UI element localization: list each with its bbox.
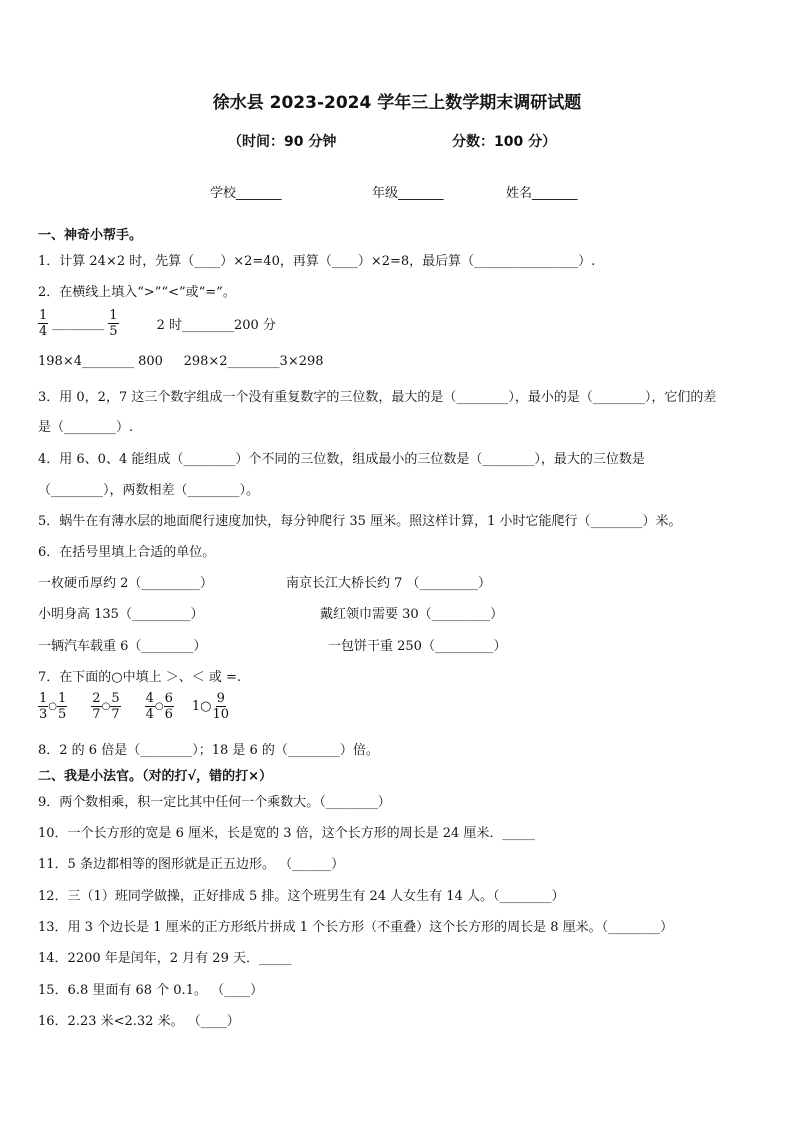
compare-pair-2: $\frac{2}{7}$ ○ $\frac{5}{7}$	[92, 691, 120, 722]
grade-field: 年级_______	[372, 186, 444, 201]
question-2-row2: 198×4________ 800 298×2________3×298	[38, 354, 324, 369]
question-13: 13．用 3 个边长是 1 厘米的正方形纸片拼成 1 个长方形（不重叠）这个长方形的周长是 8 厘米。（________）	[38, 920, 674, 935]
fraction-1-5: $\frac{1}{5}$	[109, 308, 118, 339]
unit-item-height: 小明身高 135（_________）	[38, 607, 204, 622]
question-3-line2: 是（________）.	[38, 420, 134, 435]
question-6: 6．在括号里填上合适的单位。	[38, 545, 216, 560]
school-field: 学校_______	[210, 186, 282, 201]
question-10: 10．一个长方形的宽是 6 厘米，长是宽的 3 倍，这个长方形的周长是 24 厘米．_____	[38, 826, 535, 841]
question-5: 5．蜗牛在有薄水层的地面爬行速度加快，每分钟爬行 35 厘米。照这样计算，1 小时它能爬行（________）米。	[38, 514, 682, 529]
question-16: 16．2.23 米<2.32 米。 （____）	[38, 1014, 240, 1029]
question-15: 15．6.8 里面有 68 个 0.1。 （____）	[38, 983, 264, 998]
unit-item-truck: 一辆汽车载重 6（________）	[38, 639, 207, 654]
question-4-line2: （________），两数相差（________）。	[38, 483, 260, 498]
section1-heading: 一、神奇小帮手。	[38, 228, 143, 243]
exam-score: 分数：100 分）	[452, 134, 557, 150]
name-field: 姓名_______	[506, 186, 578, 201]
fraction-1-4: $\frac{1}{4}$	[39, 308, 48, 339]
question-2: 2．在横线上填入“>”“<”或“=”。	[38, 285, 236, 300]
compare-time-item: 2 时________200 分	[156, 318, 276, 333]
question-4-line1: 4．用 6、0、4 能组成（________）个不同的三位数，组成最小的三位数是（________），最大的三位数是	[38, 452, 645, 467]
unit-item-biscuit: 一包饼干重 250（_________）	[328, 639, 507, 654]
unit-item-coin: 一枚硬币厚约 2（_________）	[38, 576, 213, 591]
compare-circle: ○	[154, 701, 164, 712]
unit-item-scarf: 戴红领巾需要 30（_________）	[320, 607, 504, 622]
compare-blank: ________	[52, 316, 105, 331]
unit-item-bridge: 南京长江大桥长约 7 （_________）	[286, 576, 492, 591]
question-8: 8．2 的 6 倍是（________）；18 是 6 的（________）倍。	[38, 743, 379, 758]
question-11: 11．5 条边都相等的图形就是正五边形。 （______）	[38, 857, 345, 872]
question-14: 14．2200 年是闰年，2 月有 29 天．_____	[38, 951, 292, 966]
compare-circle: ○	[48, 701, 58, 712]
exam-time: （时间：90 分钟	[228, 134, 337, 150]
compare-pair-3: $\frac{4}{4}$ ○ $\frac{6}{6}$	[145, 691, 173, 722]
question-1: 1．计算 24×2 时，先算（____）×2=40，再算（____）×2=8，最后算（________________）.	[38, 254, 596, 269]
question-2-row1	[38, 308, 276, 339]
compare-circle: ○	[101, 701, 111, 712]
compare-pair-1: $\frac{1}{3}$ ○ $\frac{1}{5}$	[39, 691, 67, 722]
question-7-items	[38, 691, 230, 722]
question-12: 12．三（1）班同学做操，正好排成 5 排。这个班男生有 24 人女生有 14 人。（________）	[38, 889, 565, 904]
page-title: 徐水县 2023-2024 学年三上数学期末调研试题	[212, 93, 582, 113]
question-9: 9．两个数相乘，积一定比其中任何一个乘数大。（________）	[38, 795, 391, 810]
question-7: 7．在下面的○中填上 ＞、＜ 或 =.	[38, 670, 242, 685]
compare-pair-4: 1○ $\frac{9}{10}$	[191, 691, 230, 722]
section2-heading: 二、我是小法官。（对的打√，错的打×）	[38, 769, 273, 784]
question-3-line1: 3．用 0，2，7 这三个数字组成一个没有重复数字的三位数，最大的是（________），最小的是（________），它们的差	[38, 390, 717, 405]
